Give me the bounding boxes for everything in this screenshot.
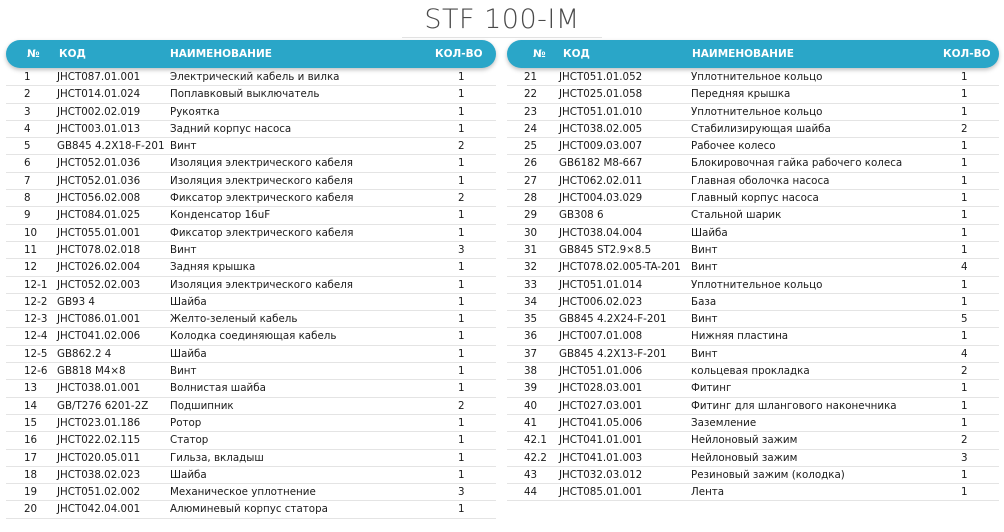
row-number: 8 — [24, 192, 31, 205]
table-row — [507, 432, 999, 449]
table-row — [6, 138, 496, 155]
part-name: Уплотнительное кольцо — [691, 105, 823, 118]
part-code: JHCT087.01.001 — [57, 71, 141, 83]
part-code: JHCT085.01.001 — [559, 486, 643, 499]
part-quantity: 1 — [458, 347, 465, 360]
table-row — [6, 104, 496, 121]
table-row — [6, 294, 496, 311]
row-number: 12-5 — [24, 347, 48, 360]
table-row — [6, 501, 496, 518]
part-name: Лента — [691, 486, 725, 499]
table-row — [507, 259, 999, 276]
part-quantity: 3 — [458, 243, 465, 256]
row-number: 12 — [24, 261, 38, 274]
row-number: 21 — [524, 71, 538, 83]
part-name: Стабилизирующая шайба — [691, 122, 831, 135]
part-name: Задний корпус насоса — [170, 122, 292, 135]
table-row — [507, 155, 999, 172]
part-code: JHCT023.01.186 — [57, 416, 141, 429]
row-number: 6 — [24, 157, 31, 170]
part-name: Рабочее колесо — [691, 140, 776, 153]
part-name: Колодка соединяющая кабель — [170, 330, 337, 343]
part-code: GB93 4 — [57, 295, 95, 308]
part-code: JHCT020.05.011 — [57, 451, 141, 464]
row-number: 42.1 — [524, 434, 547, 447]
header-code: КОД — [563, 48, 590, 60]
part-code: JHCT028.03.001 — [559, 382, 643, 395]
part-name: Нейлоновый зажим — [691, 451, 798, 464]
title-divider — [402, 37, 602, 38]
part-quantity: 1 — [961, 209, 968, 222]
part-code: GB845 4.2X24-F-201 — [559, 313, 667, 326]
part-quantity: 1 — [458, 434, 465, 447]
table-row — [6, 346, 496, 363]
part-quantity: 1 — [458, 71, 465, 83]
part-code: JHCT038.02.005 — [559, 122, 643, 135]
row-number: 30 — [524, 226, 538, 239]
part-name: Задняя крышка — [170, 261, 256, 274]
part-name: Фиксатор электрического кабеля — [170, 192, 354, 205]
header-quantity: КОЛ-ВО — [435, 48, 483, 60]
part-code: GB6182 M8-667 — [559, 157, 643, 170]
header-name: НАИМЕНОВАНИЕ — [692, 48, 794, 60]
table-row — [507, 467, 999, 484]
part-name: Электрический кабель и вилка — [170, 71, 340, 83]
row-number: 5 — [24, 140, 31, 153]
table-row — [507, 398, 999, 415]
part-name: Рукоятка — [170, 105, 220, 118]
part-name: Винт — [691, 261, 718, 274]
table-row — [6, 432, 496, 449]
part-quantity: 1 — [458, 278, 465, 291]
part-name: Гильза, вкладыш — [170, 451, 264, 464]
part-name: Шайба — [170, 295, 207, 308]
part-quantity: 2 — [458, 192, 465, 205]
part-name: Изоляция электрического кабеля — [170, 157, 354, 170]
table-row — [6, 173, 496, 190]
part-quantity: 1 — [458, 226, 465, 239]
table-row — [507, 190, 999, 207]
part-name: Винт — [170, 365, 197, 378]
row-number: 17 — [24, 451, 38, 464]
row-number: 7 — [24, 174, 31, 187]
part-quantity: 1 — [458, 157, 465, 170]
part-quantity: 2 — [458, 140, 465, 153]
part-quantity: 1 — [458, 122, 465, 135]
row-number: 37 — [524, 347, 538, 360]
part-code: JHCT041.01.001 — [559, 434, 643, 447]
row-number: 44 — [524, 486, 538, 499]
part-code: JHCT052.01.036 — [57, 174, 141, 187]
part-quantity: 2 — [961, 122, 968, 135]
table-row — [6, 311, 496, 328]
table-row — [6, 415, 496, 432]
table-row — [507, 121, 999, 138]
part-name: Главный корпус насоса — [691, 192, 819, 205]
table-row — [6, 363, 496, 380]
part-quantity: 1 — [458, 365, 465, 378]
table-row — [6, 484, 496, 501]
part-name: Винт — [691, 347, 718, 360]
part-code: GB818 M4×8 — [57, 365, 126, 378]
table-row — [507, 484, 999, 501]
row-number: 40 — [524, 399, 538, 412]
part-name: Поплавковый выключатель — [170, 88, 320, 101]
table-row — [507, 173, 999, 190]
part-code: JHCT006.02.023 — [559, 295, 643, 308]
part-code: JHCT007.01.008 — [559, 330, 643, 343]
part-name: Ротор — [170, 416, 202, 429]
table-row — [507, 346, 999, 363]
part-code: GB862.2 4 — [57, 347, 112, 360]
header-code: КОД — [59, 48, 86, 60]
table-row — [6, 155, 496, 172]
part-quantity: 2 — [961, 434, 968, 447]
part-code: JHCT052.01.036 — [57, 157, 141, 170]
row-number: 10 — [24, 226, 38, 239]
part-quantity: 2 — [961, 365, 968, 378]
part-quantity: 1 — [458, 382, 465, 395]
part-code: JHCT051.01.052 — [559, 71, 643, 83]
part-code: JHCT038.01.001 — [57, 382, 141, 395]
part-name: Нейлоновый зажим — [691, 434, 798, 447]
part-quantity: 4 — [961, 347, 968, 360]
part-name: кольцевая прокладка — [691, 365, 810, 378]
part-name: Стальной шарик — [691, 209, 782, 222]
part-quantity: 1 — [961, 486, 968, 499]
table-row — [6, 380, 496, 397]
table-row — [6, 225, 496, 242]
table-row — [507, 138, 999, 155]
part-code: GB845 4.2X18-F-201 — [57, 140, 165, 153]
row-number: 14 — [24, 399, 38, 412]
row-number: 24 — [524, 122, 538, 135]
part-name: Винт — [170, 243, 197, 256]
part-code: JHCT003.01.013 — [57, 122, 141, 135]
table-row — [6, 450, 496, 467]
part-quantity: 1 — [458, 468, 465, 481]
part-code: JHCT009.03.007 — [559, 140, 643, 153]
part-quantity: 1 — [458, 416, 465, 429]
part-name: Уплотнительное кольцо — [691, 278, 823, 291]
part-name: Изоляция электрического кабеля — [170, 174, 354, 187]
part-name: Подшипник — [170, 399, 234, 412]
page-title: STF 100-IM — [424, 4, 580, 35]
table-row — [507, 450, 999, 467]
part-name: Фитинг для шлангового наконечника — [691, 399, 897, 412]
part-name: Алюминевый корпус статора — [170, 503, 328, 516]
part-quantity: 1 — [961, 71, 968, 83]
row-number: 35 — [524, 313, 538, 326]
part-code: JHCT038.04.004 — [559, 226, 643, 239]
part-code: JHCT042.04.001 — [57, 503, 141, 516]
table-body — [507, 69, 999, 501]
part-quantity: 1 — [458, 209, 465, 222]
part-quantity: 1 — [458, 503, 465, 516]
part-name: Блокировочная гайка рабочего колеса — [691, 157, 903, 170]
part-code: GB/T276 6201-2Z — [57, 399, 149, 412]
part-quantity: 1 — [458, 330, 465, 343]
part-code: JHCT014.01.024 — [57, 88, 141, 101]
row-number: 25 — [524, 140, 538, 153]
part-code: JHCT041.02.006 — [57, 330, 141, 343]
part-quantity: 1 — [961, 243, 968, 256]
part-quantity: 1 — [458, 313, 465, 326]
table-row — [507, 242, 999, 259]
row-number: 11 — [24, 243, 38, 256]
part-code: JHCT041.05.006 — [559, 416, 643, 429]
part-code: JHCT084.01.025 — [57, 209, 141, 222]
part-quantity: 1 — [961, 174, 968, 187]
row-number: 3 — [24, 105, 31, 118]
part-quantity: 1 — [961, 88, 968, 101]
row-number: 18 — [24, 468, 38, 481]
part-quantity: 1 — [961, 278, 968, 291]
row-number: 15 — [24, 416, 38, 429]
row-number: 4 — [24, 122, 31, 135]
row-number: 12-4 — [24, 330, 48, 343]
part-name: Фиксатор электрического кабеля — [170, 226, 354, 239]
part-quantity: 1 — [961, 382, 968, 395]
part-quantity: 1 — [458, 295, 465, 308]
row-number: 26 — [524, 157, 538, 170]
table-row — [6, 86, 496, 103]
part-quantity: 2 — [458, 399, 465, 412]
row-number: 27 — [524, 174, 538, 187]
row-number: 23 — [524, 105, 538, 118]
part-name: Винт — [691, 313, 718, 326]
table-row — [6, 121, 496, 138]
part-quantity: 1 — [961, 105, 968, 118]
part-code: JHCT051.01.014 — [559, 278, 643, 291]
table-row — [507, 207, 999, 224]
part-code: JHCT025.01.058 — [559, 88, 643, 101]
part-name: Желто-зеленый кабель — [170, 313, 298, 326]
part-quantity: 1 — [961, 399, 968, 412]
table-row — [507, 86, 999, 103]
part-name: Шайба — [170, 347, 207, 360]
part-name: Статор — [170, 434, 209, 447]
part-code: GB308 6 — [559, 209, 604, 222]
row-number: 43 — [524, 468, 538, 481]
part-name: Резиновый зажим (колодка) — [691, 468, 845, 481]
table-row — [507, 328, 999, 345]
part-quantity: 5 — [961, 313, 968, 326]
table-row — [507, 69, 999, 86]
header-number: № — [533, 48, 546, 60]
table-row — [6, 398, 496, 415]
part-name: Шайба — [170, 468, 207, 481]
row-number: 39 — [524, 382, 538, 395]
row-number: 38 — [524, 365, 538, 378]
part-name: Фитинг — [691, 382, 732, 395]
part-code: JHCT062.02.011 — [559, 174, 643, 187]
part-quantity: 1 — [961, 468, 968, 481]
row-number: 29 — [524, 209, 538, 222]
part-code: JHCT055.01.001 — [57, 226, 141, 239]
row-number: 16 — [24, 434, 38, 447]
row-number: 2 — [24, 88, 31, 101]
part-quantity: 1 — [961, 295, 968, 308]
part-name: Конденсатор 16uF — [170, 209, 271, 222]
table-row — [6, 190, 496, 207]
part-code: JHCT038.02.023 — [57, 468, 141, 481]
row-number: 34 — [524, 295, 538, 308]
part-code: GB845 4.2X13-F-201 — [559, 347, 667, 360]
header-number: № — [27, 48, 40, 60]
part-name: Шайба — [691, 226, 728, 239]
row-number: 32 — [524, 261, 538, 274]
table-row — [6, 207, 496, 224]
part-code: JHCT086.01.001 — [57, 313, 141, 326]
part-quantity: 4 — [961, 261, 968, 274]
part-quantity: 1 — [961, 140, 968, 153]
table-header — [6, 40, 496, 68]
part-quantity: 1 — [458, 261, 465, 274]
part-code: JHCT002.02.019 — [57, 105, 141, 118]
table-row — [6, 259, 496, 276]
table-row — [507, 277, 999, 294]
table-row — [6, 328, 496, 345]
table-row — [6, 467, 496, 484]
part-quantity: 1 — [458, 105, 465, 118]
part-quantity: 1 — [961, 416, 968, 429]
row-number: 28 — [524, 192, 538, 205]
table-row — [507, 415, 999, 432]
table-row — [6, 277, 496, 294]
part-quantity: 1 — [961, 226, 968, 239]
row-number: 12-1 — [24, 278, 48, 291]
header-name: НАИМЕНОВАНИЕ — [170, 48, 272, 60]
part-quantity: 1 — [458, 88, 465, 101]
part-quantity: 1 — [458, 174, 465, 187]
table-row — [507, 363, 999, 380]
row-number: 13 — [24, 382, 38, 395]
row-number: 33 — [524, 278, 538, 291]
table-row — [507, 294, 999, 311]
part-code: JHCT056.02.008 — [57, 192, 141, 205]
part-code: JHCT027.03.001 — [559, 399, 643, 412]
table-row — [6, 242, 496, 259]
row-number: 12-3 — [24, 313, 48, 326]
part-quantity: 1 — [961, 192, 968, 205]
row-number: 20 — [24, 503, 38, 516]
part-code: JHCT004.03.029 — [559, 192, 643, 205]
part-quantity: 1 — [458, 451, 465, 464]
part-name: Винт — [691, 243, 718, 256]
row-number: 1 — [24, 71, 31, 83]
part-quantity: 1 — [961, 330, 968, 343]
row-number: 12-2 — [24, 295, 48, 308]
row-number: 9 — [24, 209, 31, 222]
part-name: Механическое уплотнение — [170, 486, 316, 499]
part-code: JHCT026.02.004 — [57, 261, 141, 274]
part-code: JHCT051.02.002 — [57, 486, 141, 499]
part-quantity: 3 — [961, 451, 968, 464]
part-quantity: 3 — [458, 486, 465, 499]
row-number: 42.2 — [524, 451, 547, 464]
part-code: JHCT078.02.018 — [57, 243, 141, 256]
part-name: База — [691, 295, 717, 308]
part-name: Уплотнительное кольцо — [691, 71, 823, 83]
part-quantity: 1 — [961, 157, 968, 170]
table-body — [6, 69, 496, 519]
part-code: JHCT051.01.010 — [559, 105, 643, 118]
part-name: Винт — [170, 140, 197, 153]
row-number: 22 — [524, 88, 538, 101]
row-number: 12-6 — [24, 365, 48, 378]
part-code: GB845 ST2.9×8.5 — [559, 243, 652, 256]
table-row — [507, 311, 999, 328]
part-name: Волнистая шайба — [170, 382, 266, 395]
part-code: JHCT078.02.005-TA-201 — [559, 261, 681, 274]
part-name: Передняя крышка — [691, 88, 791, 101]
part-name: Главная оболочка насоса — [691, 174, 830, 187]
row-number: 36 — [524, 330, 538, 343]
part-name: Заземление — [691, 416, 757, 429]
row-number: 41 — [524, 416, 538, 429]
part-code: JHCT032.03.012 — [559, 468, 643, 481]
table-row — [6, 69, 496, 86]
row-number: 31 — [524, 243, 538, 256]
part-code: JHCT052.02.003 — [57, 278, 141, 291]
part-code: JHCT022.02.115 — [57, 434, 141, 447]
parts-table-right — [507, 40, 999, 501]
header-quantity: КОЛ-ВО — [943, 48, 991, 60]
part-code: JHCT051.01.006 — [559, 365, 643, 378]
part-code: JHCT041.01.003 — [559, 451, 643, 464]
part-name: Нижняя пластина — [691, 330, 789, 343]
table-row — [507, 104, 999, 121]
parts-table-left — [6, 40, 496, 519]
row-number: 19 — [24, 486, 38, 499]
table-row — [507, 225, 999, 242]
table-header — [507, 40, 999, 68]
table-row — [507, 380, 999, 397]
part-name: Изоляция электрического кабеля — [170, 278, 354, 291]
